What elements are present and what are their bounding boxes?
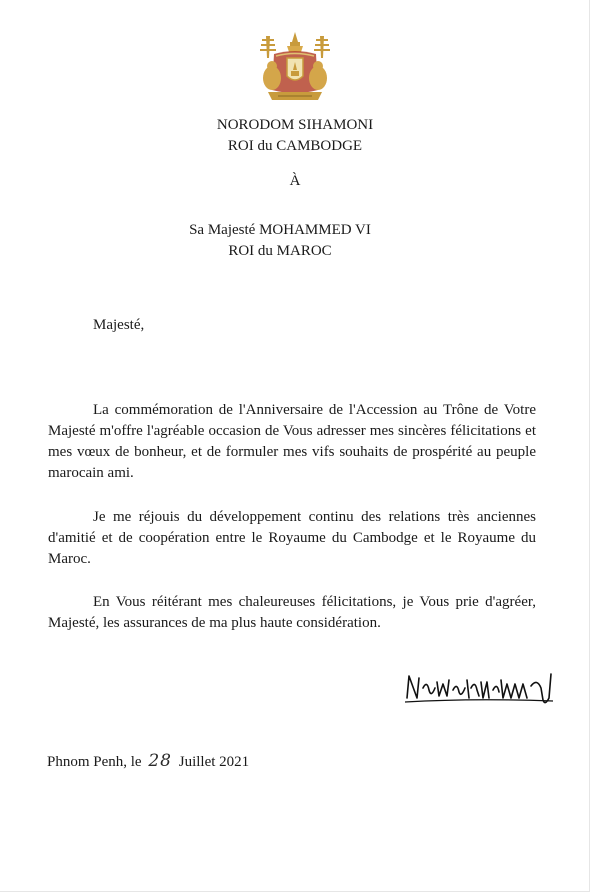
body-paragraph: En Vous réitérant mes chaleureuses félicitations, je Vous prie d'agréer, Majesté, les assurances de ma plus haute considération.: [48, 594, 536, 631]
place-and-date: [47, 751, 249, 771]
sender-name: NORODOM SIHAMONI: [216, 117, 374, 133]
sender-title: ROI du CAMBODGE: [227, 138, 363, 154]
body-paragraph: Je me réjouis du développement continu des relations très anciennes d'amitié et de coopération entre le Royaume du Cambodge et le Royaume du Maroc.: [48, 509, 536, 567]
recipient-title: ROI du MAROC: [228, 243, 332, 259]
royal-arms-of-cambodia-icon: [252, 30, 338, 104]
sender-block: [0, 115, 590, 157]
salutation: Majesté,: [93, 317, 145, 333]
recipient-name: Sa Majesté MOHAMMED VI: [189, 222, 371, 238]
recipient-block: [0, 220, 560, 262]
place-prefix: Phnom Penh, le: [47, 754, 142, 770]
handwritten-signature: [403, 668, 555, 708]
handwritten-day: 28: [148, 751, 172, 771]
body-paragraph: La commémoration de l'Anniversaire de l'Accession au Trône de Votre Majesté m'offre l'agréable occasion de Vous adresser mes sincères félicitations et mes vœux de bonheur, et de formuler mes vifs souhaits de prospérité au peuple marocain ami.: [48, 402, 536, 481]
month-year: Juillet 2021: [178, 754, 250, 770]
address-to: À: [289, 173, 301, 189]
